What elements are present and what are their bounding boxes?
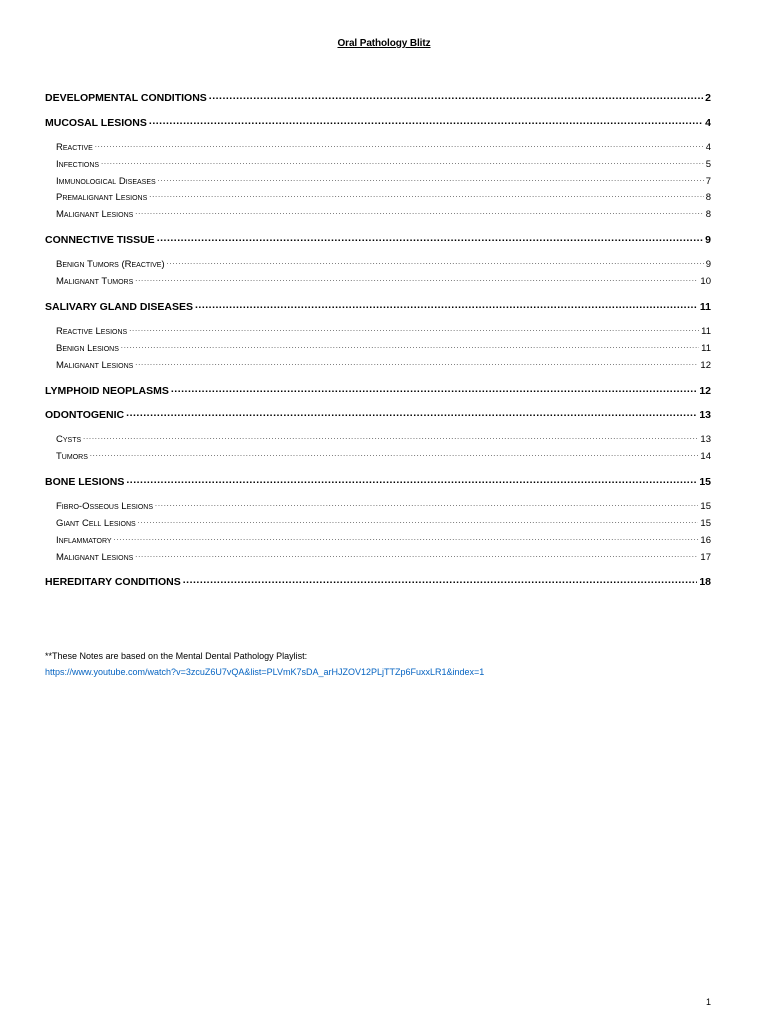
toc-entry-label: CONNECTIVE TISSUE <box>45 233 155 246</box>
toc-leader-dots <box>135 207 703 217</box>
toc-entry-label: DEVELOPMENTAL CONDITIONS <box>45 91 207 104</box>
toc-subentry-page: 11 <box>701 342 711 354</box>
toc-subentry-page: 14 <box>700 450 711 462</box>
toc-subentry[interactable] <box>56 190 711 203</box>
toc-entry-page: 4 <box>705 116 711 129</box>
toc-subentry-label: Benign Lesions <box>56 342 119 354</box>
toc-subentry-page: 8 <box>705 208 711 220</box>
toc-entry-page: 2 <box>705 91 711 104</box>
toc-subentry-label: Reactive Lesions <box>56 325 128 337</box>
toc-leader-dots <box>167 257 704 267</box>
toc-leader-dots <box>95 140 704 150</box>
toc-entry[interactable] <box>45 574 711 588</box>
toc-leader-dots <box>195 299 698 310</box>
toc-entry-page: 15 <box>699 475 711 488</box>
toc-leader-dots <box>114 533 699 543</box>
toc-subentry-page: 7 <box>705 175 711 187</box>
toc-subentry-label: Inflammatory <box>56 534 112 546</box>
toc-entry[interactable] <box>45 115 711 129</box>
toc-entry[interactable] <box>45 383 711 397</box>
toc-subentry[interactable] <box>56 533 711 546</box>
toc-subentry-label: Fibro-Osseous Lesions <box>56 500 154 512</box>
toc-leader-dots <box>155 499 698 509</box>
toc-entry-page: 18 <box>699 575 711 588</box>
toc-subentry-label: Reactive <box>56 141 93 153</box>
playlist-note: **These Notes are based on the Mental Dental Pathology Playlist: <box>45 651 308 661</box>
toc-subentry-page: 12 <box>700 359 711 371</box>
toc-entry-page: 12 <box>699 384 711 397</box>
toc-entry-label: ODONTOGENIC <box>45 408 125 421</box>
toc-subentry-label: Tumors <box>56 450 88 462</box>
toc-subentry-label: Malignant Lesions <box>56 551 134 563</box>
toc-entry-label: HEREDITARY CONDITIONS <box>45 575 181 588</box>
toc-subentry[interactable] <box>56 550 711 563</box>
toc-subentry-label: Malignant Lesions <box>56 359 134 371</box>
toc-subentry-page: 11 <box>701 325 711 337</box>
toc-leader-dots <box>157 232 703 243</box>
toc-leader-dots <box>101 157 704 167</box>
toc-subentry-page: 13 <box>700 433 711 445</box>
toc-entry-label: BONE LESIONS <box>45 475 125 488</box>
toc-subentry-page: 4 <box>705 141 711 153</box>
toc-subentry-label: Malignant Lesions <box>56 208 134 220</box>
toc-subentry-label: Immunological Diseases <box>56 175 156 187</box>
toc-subentry-label: Infections <box>56 158 100 170</box>
toc-subentry-page: 5 <box>705 158 711 170</box>
playlist-link[interactable]: https://www.youtube.com/watch?v=3zcuZ6U7vQA&list=PLVmK7sDA_arHJZOV12PLjTTZp6FuxxLR1&index=1 <box>45 667 485 677</box>
page-number: 1 <box>706 997 712 1007</box>
toc-subentry[interactable] <box>56 257 711 270</box>
toc-entry-label: SALIVARY GLAND DISEASES <box>45 300 193 313</box>
toc-leader-dots <box>183 574 698 585</box>
toc-leader-dots <box>135 274 698 284</box>
toc-leader-dots <box>149 190 703 200</box>
toc-subentry-label: Cysts <box>56 433 82 445</box>
toc-subentry[interactable] <box>56 341 711 354</box>
toc-subentry[interactable] <box>56 157 711 170</box>
toc-entry-label: MUCOSAL LESIONS <box>45 116 147 129</box>
toc-subentry[interactable] <box>56 207 711 220</box>
toc-leader-dots <box>209 90 703 101</box>
toc-subentry-label: Malignant Tumors <box>56 275 134 287</box>
toc-subentry[interactable] <box>56 499 711 512</box>
toc-subentry-page: 17 <box>700 551 711 563</box>
toc-entry-page: 9 <box>705 233 711 246</box>
toc-subentry-page: 15 <box>700 517 711 529</box>
toc-leader-dots <box>126 474 697 485</box>
toc-subentry-label: Benign Tumors (Reactive) <box>56 258 165 270</box>
toc-leader-dots <box>135 550 698 560</box>
toc-subentry[interactable] <box>56 274 711 287</box>
toc-subentry[interactable] <box>56 140 711 153</box>
toc-subentry-page: 10 <box>700 275 711 287</box>
toc-entry[interactable] <box>45 232 711 246</box>
toc-leader-dots <box>121 341 699 351</box>
toc-leader-dots <box>90 449 699 459</box>
toc-subentry-page: 8 <box>705 191 711 203</box>
toc-subentry[interactable] <box>56 324 711 337</box>
toc-leader-dots <box>83 432 698 442</box>
document-title: Oral Pathology Blitz <box>337 38 431 49</box>
toc-leader-dots <box>149 115 703 126</box>
toc-entry[interactable] <box>45 474 711 488</box>
toc-entry-page: 11 <box>699 300 711 313</box>
toc-entry[interactable] <box>45 407 711 421</box>
toc-subentry-page: 9 <box>705 258 711 270</box>
toc-entry-page: 13 <box>699 408 711 421</box>
toc-entry-label: LYMPHOID NEOPLASMS <box>45 384 169 397</box>
toc-leader-dots <box>129 324 699 334</box>
toc-subentry-page: 15 <box>700 500 711 512</box>
toc-leader-dots <box>158 174 704 184</box>
toc-subentry[interactable] <box>56 432 711 445</box>
toc-leader-dots <box>138 516 699 526</box>
toc-entry[interactable] <box>45 90 711 104</box>
toc-subentry-page: 16 <box>700 534 711 546</box>
toc-subentry[interactable] <box>56 174 711 187</box>
toc-leader-dots <box>171 383 697 394</box>
toc-subentry[interactable] <box>56 358 711 371</box>
toc-subentry-label: Giant Cell Lesions <box>56 517 136 529</box>
toc-entry[interactable] <box>45 299 711 313</box>
toc-subentry[interactable] <box>56 449 711 462</box>
toc-leader-dots <box>135 358 698 368</box>
toc-leader-dots <box>126 407 697 418</box>
toc-subentry[interactable] <box>56 516 711 529</box>
toc-subentry-label: Premalignant Lesions <box>56 191 148 203</box>
